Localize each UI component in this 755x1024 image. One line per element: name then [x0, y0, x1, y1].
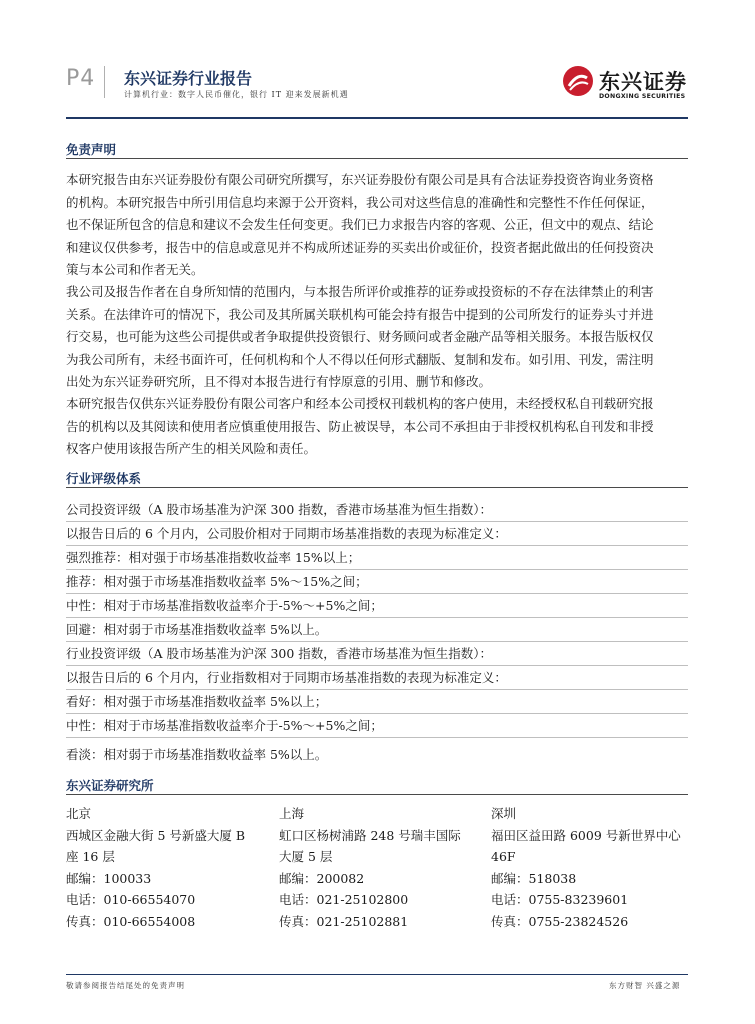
rating-line: 以报告日后的 6 个月内，公司股价相对于同期市场基准指数的表现为标准定义： [66, 526, 507, 541]
office-shanghai [279, 803, 479, 932]
text-line: 为我公司所有，未经书面许可，任何机构和个人不得以任何形式翻版、复制和发布。如引用、刊发，需注明 [66, 351, 654, 367]
rating-divider [66, 665, 688, 666]
rating-line: 回避：相对弱于市场基准指数收益率 5%以上。 [66, 622, 328, 637]
office-address-line: 西城区金融大街 5 号新盛大厦 B [66, 827, 246, 843]
office-address-line: 46F [491, 849, 516, 864]
text-line: 的机构。本研究报告中所引用信息均来源于公开资料，我公司对这些信息的准确性和完整性不作任何保证， [66, 194, 654, 210]
header-divider [104, 66, 105, 98]
text-line: 本研究报告仅供东兴证券股份有限公司客户和经本公司授权刊载机构的客户使用，未经授权私自刊载研究报 [66, 396, 654, 411]
office-fax: 传真：0755-23824526 [491, 913, 629, 929]
text-line: 告的机构以及其阅读和使用者应慎重使用报告、防止被误导，本公司不承担由于非授权机构私自刊发和非授 [66, 418, 654, 434]
footer-rule [66, 974, 688, 975]
disclaimer-heading: 免责声明 [66, 142, 117, 157]
office-postcode: 邮编：100033 [66, 870, 152, 886]
office-city: 北京 [66, 806, 92, 821]
office-phone: 电话：0755-83239601 [491, 892, 629, 907]
report-subtitle: 计算机行业：数字人民币催化，银行 IT 迎来发展新机遇 [124, 90, 349, 99]
text-line: 权客户使用该报告所产生的相关风险和责任。 [66, 441, 317, 456]
rating-divider [66, 737, 688, 738]
rating-line: 中性：相对于市场基准指数收益率介于-5%～+5%之间； [66, 718, 383, 733]
logo-mark-icon [563, 66, 593, 96]
rating-heading: 行业评级体系 [66, 471, 142, 486]
text-line: 出处为东兴证券研究所，且不得对本报告进行有悖原意的引用、删节和修改。 [66, 374, 492, 389]
office-fax: 传真：010-66554008 [66, 913, 196, 929]
office-postcode: 邮编：518038 [491, 870, 577, 886]
office-city: 深圳 [491, 806, 517, 821]
disclaimer-paragraph-2 [66, 281, 688, 394]
office-phone: 电话：021-25102800 [279, 892, 409, 907]
rating-line: 推荐：相对强于市场基准指数收益率 5%～15%之间； [66, 574, 368, 589]
disclaimer-heading-rule [66, 158, 688, 159]
office-postcode: 邮编：200082 [279, 870, 365, 886]
rating-divider [66, 593, 688, 594]
office-fax: 传真：021-25102881 [279, 913, 409, 929]
rating-divider [66, 545, 688, 546]
header-rule [66, 117, 688, 119]
rating-divider [66, 521, 688, 522]
text-line: 我公司及报告作者在自身所知情的范围内，与本报告所评价或推荐的证券或投资标的不存在法律禁止的利害 [66, 284, 654, 299]
footer-slogan: 东方财智 兴盛之源 [609, 981, 681, 990]
logo-text-cn: 东兴证券 [599, 70, 687, 94]
institute-heading: 东兴证券研究所 [66, 778, 154, 793]
rating-line: 强烈推荐：相对强于市场基准指数收益率 15%以上； [66, 550, 361, 565]
institute-heading-rule [66, 794, 688, 795]
text-line: 本研究报告由东兴证券股份有限公司研究所撰写，东兴证券股份有限公司是具有合法证券投资咨询业务资格 [66, 172, 654, 187]
rating-line: 看好：相对强于市场基准指数收益率 5%以上； [66, 694, 328, 709]
office-city: 上海 [279, 806, 305, 821]
text-line: 和建议仅供参考，报告中的信息或意见并不构成所述证券的买卖出价或征价，投资者据此做出的任何投资决 [66, 239, 654, 255]
office-beijing [66, 803, 266, 932]
rating-divider [66, 713, 688, 714]
rating-line: 以报告日后的 6 个月内，行业指数相对于同期市场基准指数的表现为标准定义： [66, 670, 507, 685]
rating-line: 公司投资评级（A 股市场基准为沪深 300 指数，香港市场基准为恒生指数）： [66, 502, 493, 517]
rating-line: 行业投资评级（A 股市场基准为沪深 300 指数，香港市场基准为恒生指数）： [66, 646, 493, 661]
rating-heading-rule [66, 487, 688, 488]
text-line: 关系。在法律许可的情况下，我公司及其所属关联机构可能会持有报告中提到的公司所发行的证券头寸并进 [66, 306, 654, 322]
rating-divider [66, 641, 688, 642]
rating-divider [66, 617, 688, 618]
office-address-line: 虹口区杨树浦路 248 号瑞丰国际 [279, 827, 461, 843]
rating-line: 看淡：相对弱于市场基准指数收益率 5%以上。 [66, 747, 328, 762]
logo-text-en: DONGXING SECURITIES [599, 93, 686, 100]
disclaimer-paragraph-1 [66, 169, 688, 282]
office-address-line: 大厦 5 层 [279, 849, 333, 864]
disclaimer-paragraph-3 [66, 393, 688, 461]
footer-disclaimer-note: 敬请参阅报告结尾处的免责声明 [66, 981, 185, 990]
text-line: 也不保证所包含的信息和建议不会发生任何变更。我们已力求报告内容的客观、公正，但文中的观点、结论 [66, 217, 654, 232]
office-address-line: 福田区益田路 6009 号新世界中心 [491, 827, 681, 843]
page-number: P4 [66, 66, 96, 91]
text-line: 行交易，也可能为这些公司提供或者争取提供投资银行、财务顾问或者金融产品等相关服务。本报告版权仅 [66, 329, 654, 344]
office-address-line: 座 16 层 [66, 849, 115, 864]
rating-divider [66, 569, 688, 570]
rating-line: 中性：相对于市场基准指数收益率介于-5%～+5%之间； [66, 598, 383, 613]
text-line: 策与本公司和作者无关。 [66, 262, 204, 277]
report-type-title: 东兴证券行业报告 [124, 69, 253, 88]
rating-divider [66, 689, 688, 690]
office-shenzhen [491, 803, 688, 932]
office-phone: 电话：010-66554070 [66, 892, 196, 907]
company-logo [563, 62, 699, 106]
